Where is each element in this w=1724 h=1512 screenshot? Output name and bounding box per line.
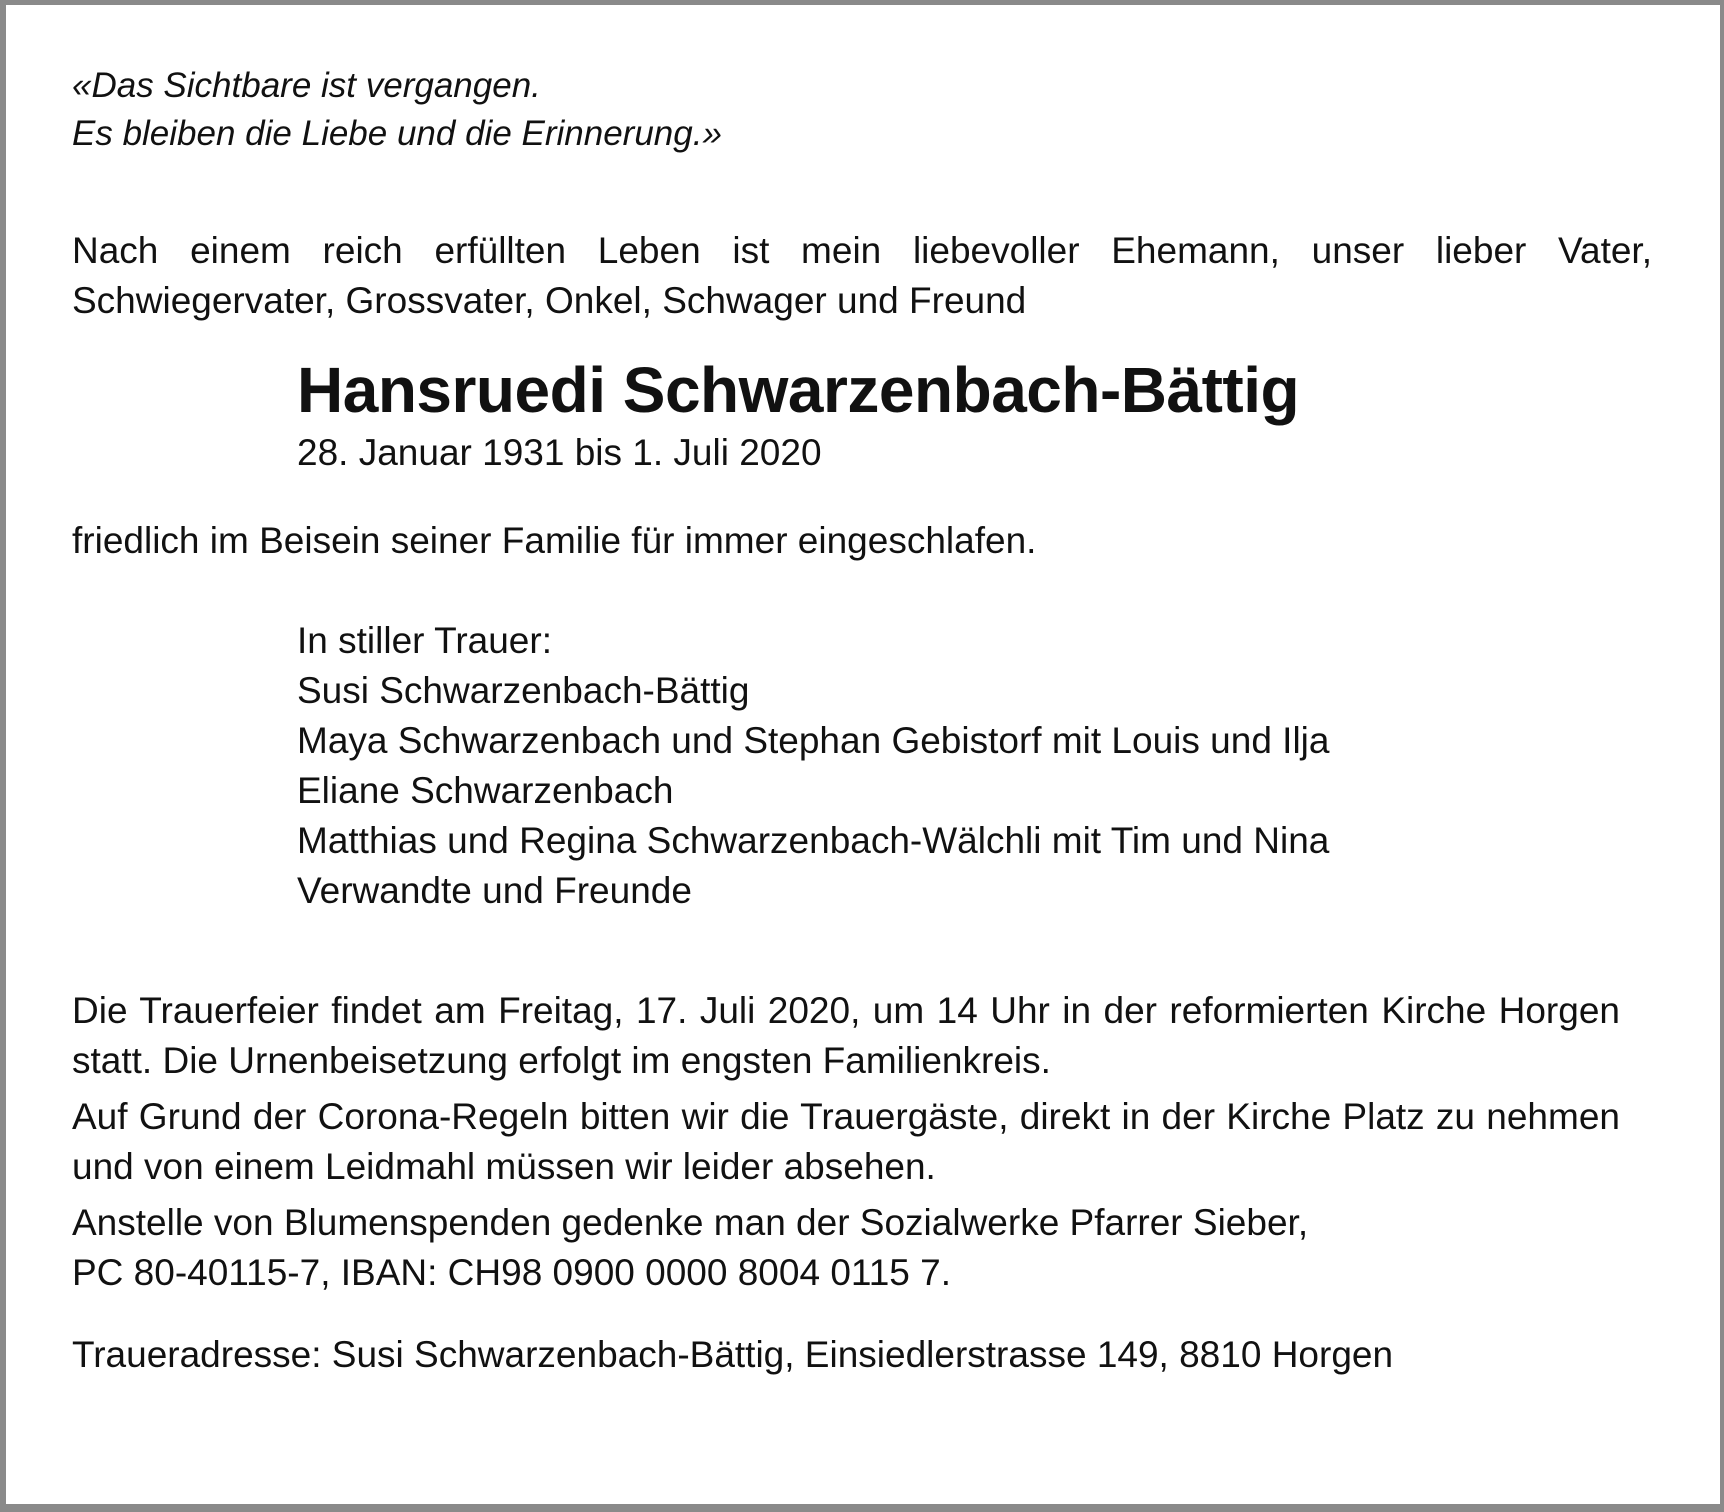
epigraph-quote <box>72 62 1652 158</box>
quote-line: Es bleiben die Liebe und die Erinnerung.» <box>72 114 722 153</box>
life-dates: 28. Januar 1931 bis 1. Juli 2020 <box>297 432 822 473</box>
donation-notice <box>72 1198 1652 1298</box>
ceremony-notice: Die Trauerfeier findet am Freitag, 17. Juli 2020, um 14 Uhr in der reformierten Kirche Horgen statt. Die Urnenbeisetzung erfolgt im engsten Familienkreis. <box>72 990 1620 1081</box>
quote-line: «Das Sichtbare ist vergangen. <box>72 66 541 105</box>
intro-text: Nach einem reich erfüllten Leben ist mein liebevoller Ehemann, unser lieber Vater, Schwiegervater, Grossvater, Onkel, Schwager und Freund <box>72 230 1652 321</box>
donation-line: PC 80-40115-7, IBAN: CH98 0900 0000 8004 0115 7. <box>72 1252 952 1293</box>
mourner-name: Eliane Schwarzenbach <box>297 770 674 811</box>
obituary-notice <box>72 62 1652 1380</box>
passing-text: friedlich im Beisein seiner Familie für immer eingeschlafen. <box>72 520 1037 561</box>
mourner-name: Maya Schwarzenbach und Stephan Gebistorf mit Louis und Ilja <box>297 720 1330 761</box>
mourning-address: Traueradresse: Susi Schwarzenbach-Bättig, Einsiedlerstrasse 149, 8810 Horgen <box>72 1334 1394 1375</box>
mourner-name: Verwandte und Freunde <box>297 870 692 911</box>
mourner-name: Susi Schwarzenbach-Bättig <box>297 670 750 711</box>
mourners-block <box>72 616 1652 916</box>
corona-notice: Auf Grund der Corona-Regeln bitten wir die Trauergäste, direkt in der Kirche Platz zu nehmen und von einem Leidmahl müssen wir leider absehen. <box>72 1096 1620 1187</box>
mourner-name: Matthias und Regina Schwarzenbach-Wälchli mit Tim und Nina <box>297 820 1330 861</box>
donation-line: Anstelle von Blumenspenden gedenke man der Sozialwerke Pfarrer Sieber, <box>72 1202 1309 1243</box>
deceased-name: Hansruedi Schwarzenbach-Bättig <box>297 354 1300 426</box>
mourners-heading: In stiller Trauer: <box>297 620 552 661</box>
